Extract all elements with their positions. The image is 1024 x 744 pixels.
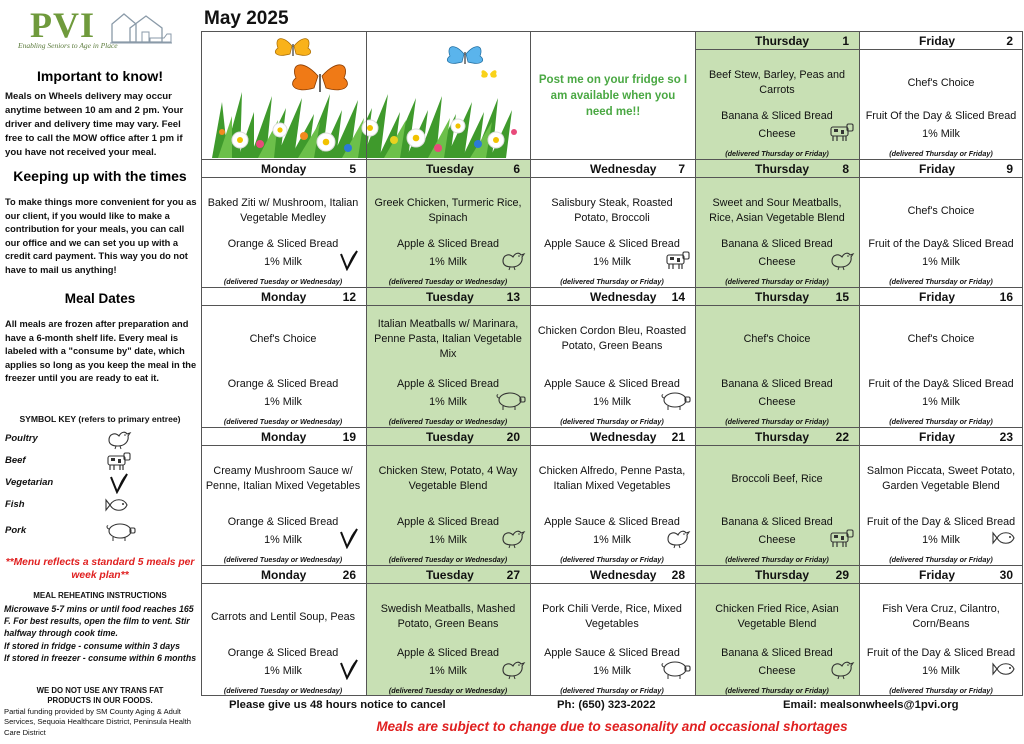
sides bbox=[859, 375, 1023, 411]
symbol-label: Vegetarian bbox=[5, 477, 54, 488]
day-name: Thursday bbox=[755, 568, 810, 582]
side-2: Cheese bbox=[758, 128, 796, 140]
delivery-note: (delivered Thursday or Friday) bbox=[889, 686, 993, 695]
entree: Chicken Stew, Potato, 4 Way Vegetable Blend bbox=[378, 465, 518, 492]
day-cell bbox=[530, 159, 695, 287]
side-2: Cheese bbox=[758, 256, 796, 268]
day-header bbox=[859, 159, 1023, 178]
side-2: 1% Milk bbox=[593, 396, 631, 408]
meal-dates-title: Meal Dates bbox=[64, 291, 136, 306]
day-cell bbox=[859, 565, 1023, 696]
side-1: Orange & Sliced Bread bbox=[227, 378, 339, 390]
day-header bbox=[366, 287, 530, 306]
day-name: Monday bbox=[261, 290, 307, 304]
side-1: Fruit of the Day & Sliced Bread bbox=[866, 516, 1016, 528]
chicken-icon bbox=[499, 527, 527, 554]
meal-dates-text: All meals are frozen after preparation and have a 6-month shelf life. Every meal is labeled with a "consume by" date, which applies so long as you keep the meal in the freezer until you are ready to eat it. bbox=[5, 319, 197, 384]
delivery-note: (delivered Thursday or Friday) bbox=[889, 417, 993, 426]
day-date: 5 bbox=[349, 162, 356, 176]
delivery-note: (delivered Thursday or Friday) bbox=[560, 417, 664, 426]
day-header bbox=[695, 427, 859, 446]
day-name: Friday bbox=[919, 430, 956, 444]
day-header bbox=[695, 31, 859, 50]
side-2: 1% Milk bbox=[593, 534, 631, 546]
day-cell bbox=[530, 287, 695, 427]
symbol-poultry bbox=[5, 428, 195, 450]
entree: Beef Stew, Barley, Peas and Carrots bbox=[708, 69, 846, 96]
entree: Chicken Fried Rice, Asian Vegetable Blend bbox=[715, 603, 839, 630]
side-1: Apple Sauce & Sliced Bread bbox=[544, 647, 680, 659]
day-date: 7 bbox=[678, 162, 685, 176]
day-name: Tuesday bbox=[426, 430, 474, 444]
delivery-note: (delivered Tuesday or Wednesday) bbox=[388, 686, 508, 695]
side-1: Apple Sauce & Sliced Bread bbox=[544, 378, 680, 390]
grid-vline bbox=[530, 31, 531, 696]
grid-hline bbox=[201, 159, 1023, 160]
cow-icon bbox=[828, 121, 856, 148]
day-header bbox=[695, 565, 859, 584]
day-header bbox=[201, 427, 366, 446]
day-date: 9 bbox=[1006, 162, 1013, 176]
day-date: 29 bbox=[835, 568, 849, 582]
logo-tagline: Enabling Seniors to Age in Place bbox=[18, 41, 118, 50]
day-header bbox=[366, 159, 530, 178]
day-name: Tuesday bbox=[426, 162, 474, 176]
entree: Italian Meatballs w/ Marinara, Penne Pasta, Italian Vegetable Mix bbox=[374, 317, 522, 360]
chicken-icon bbox=[499, 658, 527, 685]
delivery-note: (delivered Tuesday or Wednesday) bbox=[388, 277, 508, 286]
side-2: 1% Milk bbox=[264, 665, 302, 677]
day-header bbox=[859, 31, 1023, 50]
cow-icon bbox=[664, 249, 692, 276]
side-2: 1% Milk bbox=[429, 665, 467, 677]
day-header bbox=[201, 159, 366, 178]
delivery-note: (delivered Thursday or Friday) bbox=[889, 277, 993, 286]
side-2: Cheese bbox=[758, 665, 796, 677]
day-name: Wednesday bbox=[590, 430, 657, 444]
day-date: 28 bbox=[671, 568, 685, 582]
pig-icon bbox=[660, 389, 692, 416]
day-cell bbox=[695, 287, 859, 427]
day-cell bbox=[366, 287, 530, 427]
entree: Chicken Cordon Bleu, Roasted Potato, Green Beans bbox=[537, 325, 687, 352]
side-1: Banana & Sliced Bread bbox=[721, 378, 833, 390]
sides bbox=[859, 107, 1023, 143]
day-date: 13 bbox=[506, 290, 520, 304]
side-1: Banana & Sliced Bread bbox=[721, 238, 833, 250]
day-name: Friday bbox=[919, 162, 956, 176]
day-cell bbox=[366, 159, 530, 287]
side-2: 1% Milk bbox=[264, 396, 302, 408]
side-1: Apple Sauce & Sliced Bread bbox=[544, 516, 680, 528]
house-icon bbox=[110, 10, 172, 44]
fridge-note: Post me on your fridge so I am available when you need me!! bbox=[538, 73, 688, 118]
calendar-grid bbox=[201, 31, 1023, 696]
symbol-beef bbox=[5, 450, 195, 472]
side-2: Cheese bbox=[758, 396, 796, 408]
grid-vline bbox=[366, 31, 367, 696]
entree: Salmon Piccata, Sweet Potato, Garden Vegetable Blend bbox=[866, 465, 1016, 492]
chicken-icon bbox=[828, 658, 856, 685]
cow-icon bbox=[828, 527, 856, 554]
delivery-note: (delivered Tuesday or Wednesday) bbox=[388, 417, 508, 426]
symbol-fish bbox=[5, 494, 195, 516]
grid-hline bbox=[201, 31, 1023, 32]
side-2: 1% Milk bbox=[922, 396, 960, 408]
delivery-note: (delivered Thursday or Friday) bbox=[889, 149, 993, 158]
email-address[interactable]: Email: mealsonwheels@1pvi.org bbox=[783, 699, 959, 711]
important-text: Meals on Wheels delivery may occur anytime between 10 am and 2 pm. Your driver and delivery time may vary. Feel free to call the MOW office after 1 pm if you have not received your meal. bbox=[5, 91, 184, 158]
day-cell bbox=[859, 31, 1023, 159]
day-header bbox=[859, 427, 1023, 446]
side-2: 1% Milk bbox=[264, 256, 302, 268]
side-2: 1% Milk bbox=[922, 534, 960, 546]
side-2: 1% Milk bbox=[429, 256, 467, 268]
day-date: 1 bbox=[842, 34, 849, 48]
fish-icon bbox=[105, 494, 133, 516]
grid-hline bbox=[201, 427, 1023, 428]
symbol-label: Poultry bbox=[5, 433, 38, 444]
day-name: Thursday bbox=[755, 290, 810, 304]
delivery-note: (delivered Tuesday or Wednesday) bbox=[223, 417, 343, 426]
day-date: 27 bbox=[506, 568, 520, 582]
day-cell bbox=[201, 565, 366, 696]
grid-vline bbox=[859, 31, 860, 696]
side-1: Apple & Sliced Bread bbox=[396, 378, 500, 390]
day-header bbox=[530, 427, 695, 446]
leaf-icon bbox=[105, 472, 133, 494]
side-2: 1% Milk bbox=[922, 128, 960, 140]
side-2: 1% Milk bbox=[429, 396, 467, 408]
side-1: Banana & Sliced Bread bbox=[721, 647, 833, 659]
entree: Chef's Choice bbox=[743, 332, 811, 345]
day-name: Friday bbox=[919, 568, 956, 582]
day-date: 22 bbox=[835, 430, 849, 444]
day-cell bbox=[201, 427, 366, 565]
entree: Greek Chicken, Turmeric Rice, Spinach bbox=[374, 197, 522, 224]
symbol-key-title: SYMBOL KEY (refers to primary entree) bbox=[19, 414, 181, 424]
day-name: Friday bbox=[919, 290, 956, 304]
side-2: 1% Milk bbox=[922, 665, 960, 677]
day-name: Tuesday bbox=[426, 568, 474, 582]
day-date: 20 bbox=[506, 430, 520, 444]
delivery-note: (delivered Tuesday or Wednesday) bbox=[223, 686, 343, 695]
pig-icon bbox=[495, 389, 527, 416]
day-date: 16 bbox=[999, 290, 1013, 304]
entree: Fish Vera Cruz, Cilantro, Corn/Beans bbox=[882, 603, 1000, 630]
contact-row bbox=[201, 696, 1023, 714]
delivery-note: (delivered Tuesday or Wednesday) bbox=[388, 555, 508, 564]
day-name: Thursday bbox=[755, 430, 810, 444]
day-header bbox=[695, 287, 859, 306]
day-date: 12 bbox=[342, 290, 356, 304]
side-1: Orange & Sliced Bread bbox=[227, 238, 339, 250]
day-cell bbox=[201, 287, 366, 427]
cancel-notice: Please give us 48 hours notice to cancel bbox=[229, 699, 446, 711]
delivery-note: (delivered Thursday or Friday) bbox=[560, 555, 664, 564]
day-date: 8 bbox=[842, 162, 849, 176]
day-header bbox=[366, 565, 530, 584]
entree: Chef's Choice bbox=[249, 332, 317, 345]
side-1: Apple & Sliced Bread bbox=[396, 238, 500, 250]
trans-fat-note: WE DO NOT USE ANY TRANS FAT PRODUCTS IN OUR FOODS. bbox=[36, 686, 164, 705]
day-cell bbox=[859, 287, 1023, 427]
delivery-note: (delivered Thursday or Friday) bbox=[725, 555, 829, 564]
day-header bbox=[366, 427, 530, 446]
logo-text: PVI bbox=[30, 5, 95, 45]
entree: Carrots and Lentil Soup, Peas bbox=[210, 610, 356, 623]
keeping-title: Keeping up with the times bbox=[13, 168, 187, 184]
pvi-logo bbox=[18, 4, 178, 54]
grid-vline bbox=[695, 31, 696, 696]
pig-icon bbox=[660, 658, 692, 685]
side-1: Banana & Sliced Bread bbox=[721, 516, 833, 528]
day-cell bbox=[695, 159, 859, 287]
chicken-icon bbox=[664, 527, 692, 554]
entree: Swedish Meatballs, Mashed Potato, Green Beans bbox=[380, 603, 516, 630]
day-name: Monday bbox=[261, 162, 307, 176]
month-title: May 2025 bbox=[204, 8, 289, 29]
day-name: Monday bbox=[261, 430, 307, 444]
day-header bbox=[530, 565, 695, 584]
entree: Pork Chili Verde, Rice, Mixed Vegetables bbox=[542, 603, 682, 630]
sides bbox=[695, 375, 859, 411]
day-date: 21 bbox=[671, 430, 685, 444]
symbol-label: Beef bbox=[5, 455, 26, 466]
side-1: Fruit of the Day& Sliced Bread bbox=[868, 378, 1014, 390]
day-header bbox=[859, 565, 1023, 584]
disclaimer: Meals are subject to change due to seasonality and occasional shortages bbox=[376, 719, 848, 734]
funding-note: Partial funding provided by SM County Aging & Adult Services, Sequoia Healthcare District, Peninsula Health Care District bbox=[4, 707, 191, 737]
day-name: Wednesday bbox=[590, 162, 657, 176]
delivery-note: (delivered Thursday or Friday) bbox=[560, 277, 664, 286]
chicken-icon bbox=[105, 428, 133, 450]
side-1: Fruit Of the Day & Sliced Bread bbox=[865, 110, 1017, 122]
day-date: 2 bbox=[1006, 34, 1013, 48]
grid-hline bbox=[201, 565, 1023, 566]
symbol-vegetarian bbox=[5, 472, 195, 494]
entree: Chef's Choice bbox=[907, 332, 975, 345]
side-2: Cheese bbox=[758, 534, 796, 546]
day-header bbox=[859, 287, 1023, 306]
reheat-title: MEAL REHEATING INSTRUCTIONS bbox=[33, 591, 167, 600]
keeping-text: To make things more convenient for you as our client, if you would like to make a contribution for your meals, you can call our office and we can set you up with a credit card payment. This way you do not have to mail us anything! bbox=[5, 197, 197, 275]
pig-icon bbox=[105, 520, 137, 542]
side-2: 1% Milk bbox=[429, 534, 467, 546]
day-header bbox=[201, 287, 366, 306]
phone-number: Ph: (650) 323-2022 bbox=[557, 699, 656, 711]
day-header bbox=[201, 565, 366, 584]
entree: Chef's Choice bbox=[907, 204, 975, 217]
day-name: Thursday bbox=[755, 34, 810, 48]
fish-icon bbox=[992, 658, 1020, 685]
day-cell bbox=[201, 159, 366, 287]
delivery-note: (delivered Tuesday or Wednesday) bbox=[223, 277, 343, 286]
symbol-pork bbox=[5, 520, 195, 542]
grid-hline bbox=[201, 287, 1023, 288]
delivery-note: (delivered Thursday or Friday) bbox=[725, 686, 829, 695]
side-1: Banana & Sliced Bread bbox=[721, 110, 833, 122]
delivery-note: (delivered Thursday or Friday) bbox=[725, 417, 829, 426]
day-header bbox=[530, 287, 695, 306]
side-1: Apple Sauce & Sliced Bread bbox=[544, 238, 680, 250]
chicken-icon bbox=[499, 249, 527, 276]
side-1: Fruit of the Day & Sliced Bread bbox=[866, 647, 1016, 659]
entree: Chef's Choice bbox=[907, 76, 975, 89]
side-1: Apple & Sliced Bread bbox=[396, 516, 500, 528]
sides bbox=[859, 235, 1023, 271]
side-1: Orange & Sliced Bread bbox=[227, 647, 339, 659]
cow-icon bbox=[105, 450, 133, 472]
day-header bbox=[530, 159, 695, 178]
important-title: Important to know! bbox=[37, 68, 163, 84]
entree: Creamy Mushroom Sauce w/ Penne, Italian Mixed Vegetables bbox=[205, 465, 361, 492]
side-2: 1% Milk bbox=[264, 534, 302, 546]
day-cell bbox=[695, 427, 859, 565]
entree: Chicken Alfredo, Penne Pasta, Italian Mixed Vegetables bbox=[538, 465, 686, 492]
leaf-icon bbox=[335, 527, 363, 554]
day-name: Friday bbox=[919, 34, 956, 48]
leaf-icon bbox=[335, 658, 363, 685]
entree: Broccoli Beef, Rice bbox=[731, 472, 823, 485]
day-cell bbox=[366, 565, 530, 696]
sidebar bbox=[0, 0, 200, 744]
delivery-note: (delivered Tuesday or Wednesday) bbox=[223, 555, 343, 564]
fish-icon bbox=[992, 527, 1020, 554]
day-cell bbox=[695, 565, 859, 696]
delivery-note: (delivered Thursday or Friday) bbox=[560, 686, 664, 695]
day-name: Tuesday bbox=[426, 290, 474, 304]
day-cell bbox=[366, 427, 530, 565]
reheat-text: Microwave 5-7 mins or until food reaches 165 F. For best results, open the film to vent. Stir halfway through cook time. If stored in fridge - consume within 3 days If stored in freezer - consume within 6 months bbox=[4, 604, 197, 663]
delivery-note: (delivered Thursday or Friday) bbox=[725, 149, 829, 158]
symbol-label: Fish bbox=[5, 499, 25, 510]
side-2: 1% Milk bbox=[593, 665, 631, 677]
day-date: 19 bbox=[342, 430, 356, 444]
delivery-note: (delivered Thursday or Friday) bbox=[889, 555, 993, 564]
day-date: 6 bbox=[513, 162, 520, 176]
side-1: Fruit of the Day& Sliced Bread bbox=[868, 238, 1014, 250]
entree: Baked Ziti w/ Mushroom, Italian Vegetable Medley bbox=[207, 197, 359, 224]
day-cell bbox=[859, 427, 1023, 565]
grid-vline bbox=[201, 31, 202, 696]
day-cell bbox=[695, 31, 859, 159]
day-name: Wednesday bbox=[590, 568, 657, 582]
side-1: Apple & Sliced Bread bbox=[396, 647, 500, 659]
day-cell bbox=[530, 565, 695, 696]
side-1: Orange & Sliced Bread bbox=[227, 516, 339, 528]
day-name: Monday bbox=[261, 568, 307, 582]
day-cell bbox=[859, 159, 1023, 287]
day-date: 15 bbox=[835, 290, 849, 304]
day-date: 23 bbox=[999, 430, 1013, 444]
day-cell bbox=[530, 427, 695, 565]
leaf-icon bbox=[335, 249, 363, 276]
symbol-label: Pork bbox=[5, 525, 27, 536]
chicken-icon bbox=[828, 249, 856, 276]
day-name: Thursday bbox=[755, 162, 810, 176]
side-2: 1% Milk bbox=[922, 256, 960, 268]
day-header bbox=[695, 159, 859, 178]
day-date: 14 bbox=[671, 290, 685, 304]
side-2: 1% Milk bbox=[593, 256, 631, 268]
entree: Salisbury Steak, Roasted Potato, Broccoli bbox=[551, 197, 673, 224]
grid-vline bbox=[1022, 31, 1023, 696]
day-date: 26 bbox=[342, 568, 356, 582]
delivery-note: (delivered Thursday or Friday) bbox=[725, 277, 829, 286]
entree: Sweet and Sour Meatballs, Rice, Asian Vegetable Blend bbox=[709, 197, 845, 224]
menu-note: **Menu reflects a standard 5 meals per week plan** bbox=[5, 557, 195, 581]
day-name: Wednesday bbox=[590, 290, 657, 304]
sides bbox=[201, 375, 365, 411]
day-date: 30 bbox=[999, 568, 1013, 582]
